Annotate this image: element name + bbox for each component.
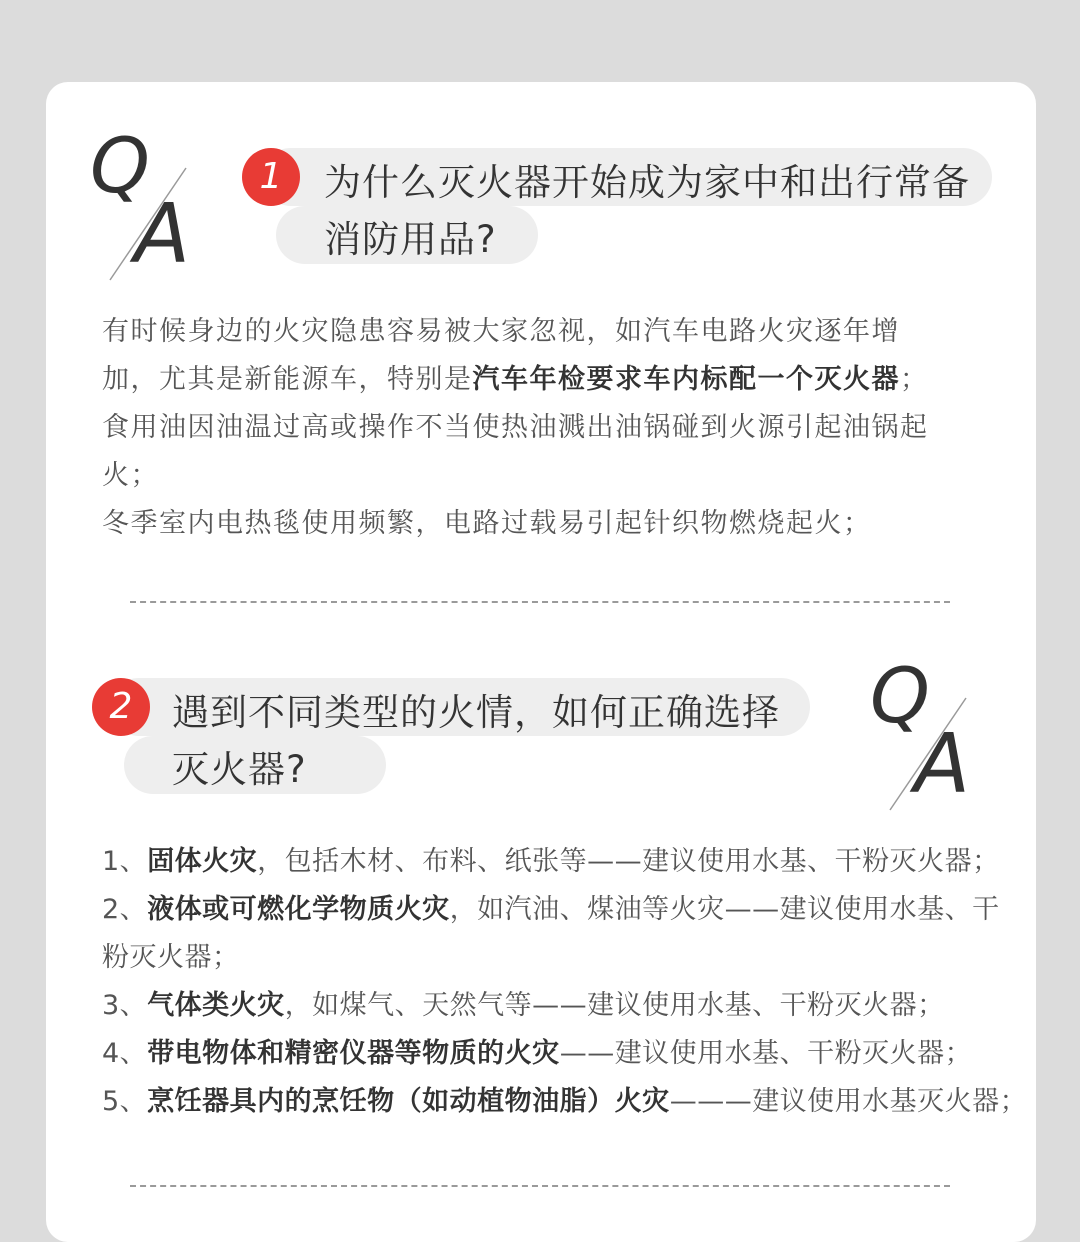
answer-1-line: 火； bbox=[102, 460, 159, 491]
section-divider-2 bbox=[130, 1185, 950, 1187]
question-1-number-badge: 1 bbox=[242, 148, 300, 206]
answer-1-line: 有时候身边的火灾隐患容易被大家忽视，如汽车电路火灾逐年增 bbox=[102, 316, 900, 347]
qa-logo-2 bbox=[868, 651, 988, 812]
question-1-line1: 为什么灭火器开始成为家中和出行常备 bbox=[324, 161, 970, 204]
answer-1-body bbox=[102, 308, 1002, 548]
list-item: 2、液体或可燃化学物质火灾，如汽油、煤油等火灾——建议使用水基、干 bbox=[102, 894, 1000, 925]
list-item: 4、带电物体和精密仪器等物质的火灾——建议使用水基、干粉灭火器； bbox=[102, 1038, 973, 1069]
qa-logo-a: A bbox=[914, 717, 971, 812]
question-1-line2: 消防用品? bbox=[324, 218, 497, 261]
list-item: 3、气体类火灾，如煤气、天然气等——建议使用水基、干粉灭火器； bbox=[102, 990, 945, 1021]
list-item-continued: 粉灭火器； bbox=[102, 942, 240, 973]
list-item: 1、固体火灾，包括木材、布料、纸张等——建议使用水基、干粉灭火器； bbox=[102, 846, 1000, 877]
answer-1-line: 冬季室内电热毯使用频繁，电路过载易引起针织物燃烧起火； bbox=[102, 508, 872, 539]
answer-1-line: 加，尤其是新能源车，特别是汽车年检要求车内标配一个灭火器； bbox=[102, 364, 929, 395]
question-2-number-badge: 2 bbox=[92, 678, 150, 736]
question-2-line1: 遇到不同类型的火情，如何正确选择 bbox=[172, 691, 780, 734]
qa-logo-q: Q bbox=[870, 651, 930, 740]
qa-logo-a: A bbox=[134, 187, 191, 282]
answer-1-highlight: 汽车年检要求车内标配一个灭火器 bbox=[472, 364, 900, 395]
qa-logo-q: Q bbox=[90, 121, 150, 210]
question-2-line2: 灭火器? bbox=[172, 748, 307, 791]
qa-logo-1 bbox=[88, 121, 208, 282]
list-item: 5、烹饪器具内的烹饪物（如动植物油脂）火灾———建议使用水基灭火器； bbox=[102, 1086, 1028, 1117]
answer-2-list bbox=[102, 838, 1028, 1126]
answer-1-line: 食用油因油温过高或操作不当使热油溅出油锅碰到火源引起油锅起 bbox=[102, 412, 929, 443]
section-divider-1 bbox=[130, 601, 950, 603]
